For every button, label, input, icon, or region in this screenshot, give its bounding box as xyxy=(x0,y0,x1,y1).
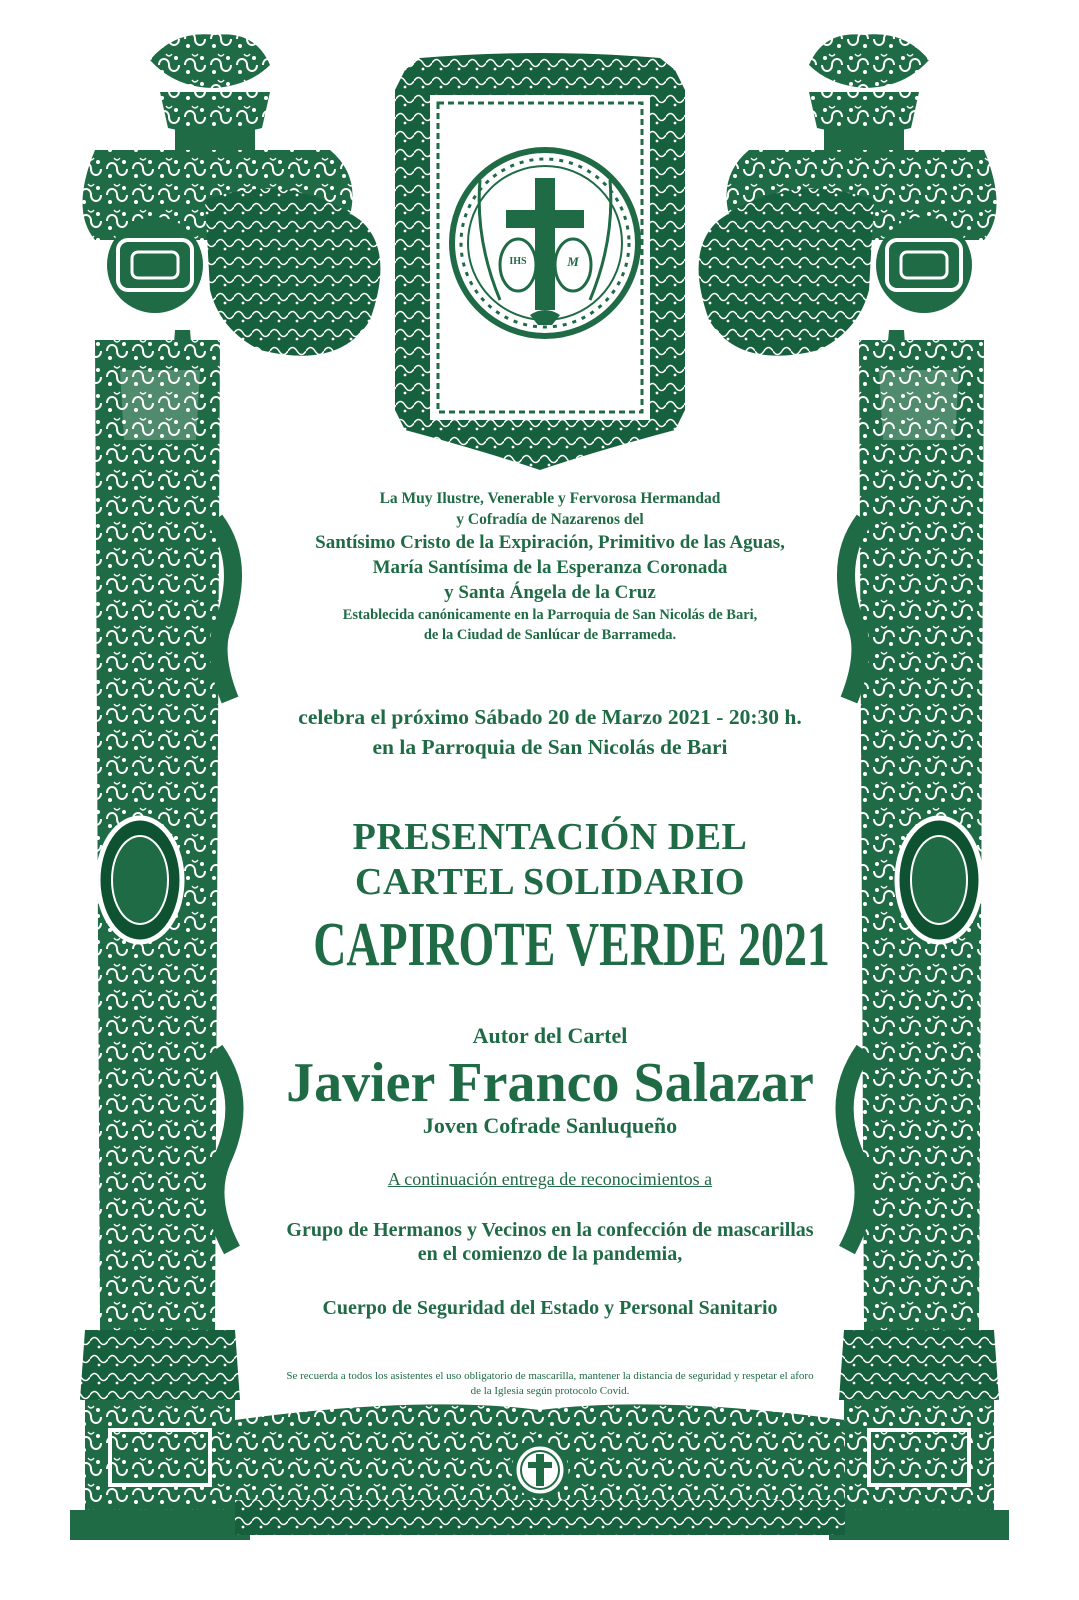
covid-note-line-2: de la Iglesia según protocolo Covid. xyxy=(470,1385,630,1397)
title-line-1: PRESENTACIÓN DEL xyxy=(352,816,748,858)
emblem-monogram-ihs: IHS xyxy=(509,256,527,267)
author-name xyxy=(230,1052,870,1114)
covid-note xyxy=(230,1369,870,1399)
presentation-title xyxy=(230,815,870,905)
event-date-line: celebra el próximo Sábado 20 de Marzo 2021 - 20:30 h. xyxy=(298,705,802,729)
recognitions-intro xyxy=(230,1167,870,1191)
author-name-text: Javier Franco Salazar xyxy=(286,1052,814,1114)
titular-line-1: Santísimo Cristo de la Expiración, Primitivo de las Aguas, xyxy=(315,532,785,553)
intro-line-1: La Muy Ilustre, Venerable y Fervorosa Hermandad xyxy=(379,490,721,507)
covid-note-line-1: Se recuerda a todos los asistentes el uso obligatorio de mascarilla, mantener la distancia de seguridad y respetar el aforo xyxy=(286,1370,814,1382)
recognition-1-line-2: en el comienzo de la pandemia, xyxy=(417,1243,683,1265)
author-label-text: Autor del Cartel xyxy=(472,1023,628,1048)
author-subtitle-text: Joven Cofrade Sanluqueño xyxy=(422,1113,678,1138)
seat-line-1: Establecida canónicamente en la Parroquia de San Nicolás de Bari, xyxy=(342,607,758,623)
emblem-monogram-m: M xyxy=(567,254,579,269)
title-line-2: CARTEL SOLIDARIO xyxy=(355,861,745,903)
titular-line-3: y Santa Ángela de la Cruz xyxy=(444,582,656,603)
recognitions-list xyxy=(230,1218,870,1320)
recognition-2: Cuerpo de Seguridad del Estado y Personal Sanitario xyxy=(322,1297,778,1319)
author-label xyxy=(230,1022,870,1050)
recognition-1-line-1: Grupo de Hermanos y Vecinos en la confección de mascarillas xyxy=(286,1219,814,1241)
event-place-line: en la Parroquia de San Nicolás de Bari xyxy=(372,735,728,759)
author-subtitle xyxy=(230,1112,870,1140)
event-block xyxy=(230,702,870,762)
main-title-text: CAPIROTE VERDE 2021 xyxy=(313,911,830,979)
main-title xyxy=(313,910,830,980)
recognition-spacer xyxy=(230,1266,870,1296)
intro-line-2: y Cofradía de Nazarenos del xyxy=(456,511,644,528)
titular-line-2: María Santísima de la Esperanza Coronada xyxy=(372,557,728,578)
header-block xyxy=(230,488,870,645)
recognitions-intro-text: A continuación entrega de reconocimientos a xyxy=(387,1169,713,1189)
seat-line-2: de la Ciudad de Sanlúcar de Barrameda. xyxy=(423,627,677,643)
small-cross-seal-icon xyxy=(514,1444,566,1496)
